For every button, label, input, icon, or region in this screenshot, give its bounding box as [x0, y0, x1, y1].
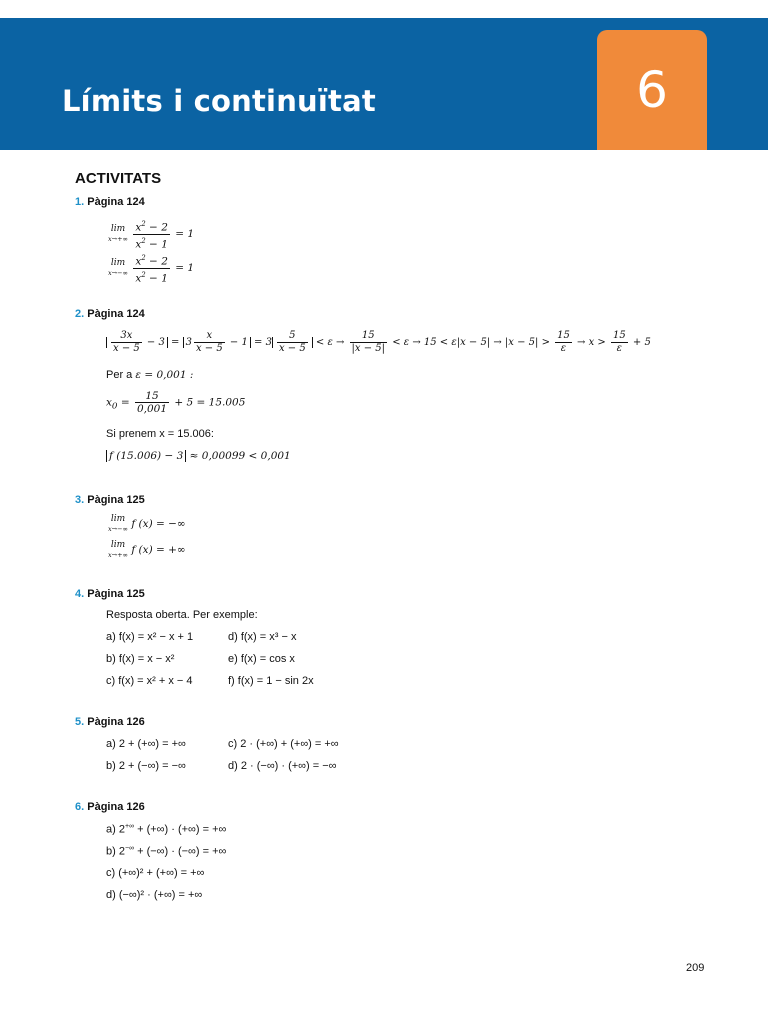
activity-number: 2.: [75, 308, 85, 320]
per-a-label: Per a ε = 0,001 :: [106, 369, 194, 381]
activity-number: 6.: [75, 801, 85, 813]
a6-item-c: c) (+∞)² + (+∞) = +∞: [106, 867, 205, 879]
activity-number: 1.: [75, 196, 85, 208]
activity-page: Pàgina 125: [87, 588, 145, 600]
a6-item-b: b) 2−∞ + (−∞) · (−∞) = +∞: [106, 845, 227, 858]
a4-item-f: f) f(x) = 1 − sin 2x: [228, 675, 314, 687]
a4-item-e: e) f(x) = cos x: [228, 653, 295, 665]
si-prenem-label: Si prenem x = 15.006:: [106, 428, 214, 440]
activity-3-heading: [75, 494, 145, 506]
a6-item-a: a) 2+∞ + (+∞) · (+∞) = +∞: [106, 823, 227, 836]
a5-item-a: a) 2 + (+∞) = +∞: [106, 738, 186, 750]
math-limit-3b: lim x→+∞ f (x) = +∞: [108, 540, 186, 559]
section-title: ACTIVITATS: [75, 170, 162, 187]
activity-number: 4.: [75, 588, 85, 600]
a4-item-d: d) f(x) = x³ − x: [228, 631, 297, 643]
a5-item-b: b) 2 + (−∞) = −∞: [106, 760, 186, 772]
activity-number: 3.: [75, 494, 85, 506]
a4-item-a: a) f(x) = x² − x + 1: [106, 631, 194, 643]
activity-4-heading: [75, 588, 145, 600]
math-check: f (15.006) − 3 ≈ 0,00099 < 0,001: [106, 450, 291, 462]
a5-item-c: c) 2 · (+∞) + (+∞) = +∞: [228, 738, 339, 750]
activity-page: Pàgina 124: [87, 308, 145, 320]
activity-page: Pàgina 126: [87, 801, 145, 813]
activity-5-heading: [75, 716, 145, 728]
a4-item-b: b) f(x) = x − x²: [106, 653, 175, 665]
activity-1-heading: [75, 196, 145, 208]
page-title: Límits i continuïtat: [62, 84, 376, 118]
activity-page: Pàgina 125: [87, 494, 145, 506]
activity-number: 5.: [75, 716, 85, 728]
activity-6-heading: [75, 801, 145, 813]
a4-item-c: c) f(x) = x² + x − 4: [106, 675, 193, 687]
math-epsilon-chain: $\frac{3x}{x - 5}$ − 3 = 3 $\frac{x}{x - 5}$ − 1 = 3 $\frac{5}{x - 5}$ < ε → $\frac{15}{|x - 5|}$ < ε → 15 < ε|x − 5| → |x − 5| > $\frac{15}{\varepsilon}$ → x > $\frac{15}{\varepsilon}$ + 5: [106, 330, 651, 355]
math-limit-1: lim x→+∞ $\frac{x^2 - 2}{x^2 - 1}$ = 1: [108, 220, 195, 250]
activity-2-heading: [75, 308, 145, 320]
page-number: 209: [686, 962, 705, 974]
a6-item-d: d) (−∞)² · (+∞) = +∞: [106, 889, 203, 901]
math-limit-2: lim x→−∞ $\frac{x^2 - 2}{x^2 - 1}$ = 1: [108, 254, 195, 284]
math-limit-3a: lim x→−∞ f (x) = −∞: [108, 514, 186, 533]
activity-page: Pàgina 126: [87, 716, 145, 728]
chapter-badge: 6: [597, 30, 707, 150]
math-x0: $x_0$ = $\frac{15}{0,001}$ + 5 = 15.005: [106, 390, 246, 415]
a5-item-d: d) 2 · (−∞) · (+∞) = −∞: [228, 760, 337, 772]
a4-intro: Resposta oberta. Per exemple:: [106, 609, 258, 621]
activity-page: Pàgina 124: [87, 196, 145, 208]
